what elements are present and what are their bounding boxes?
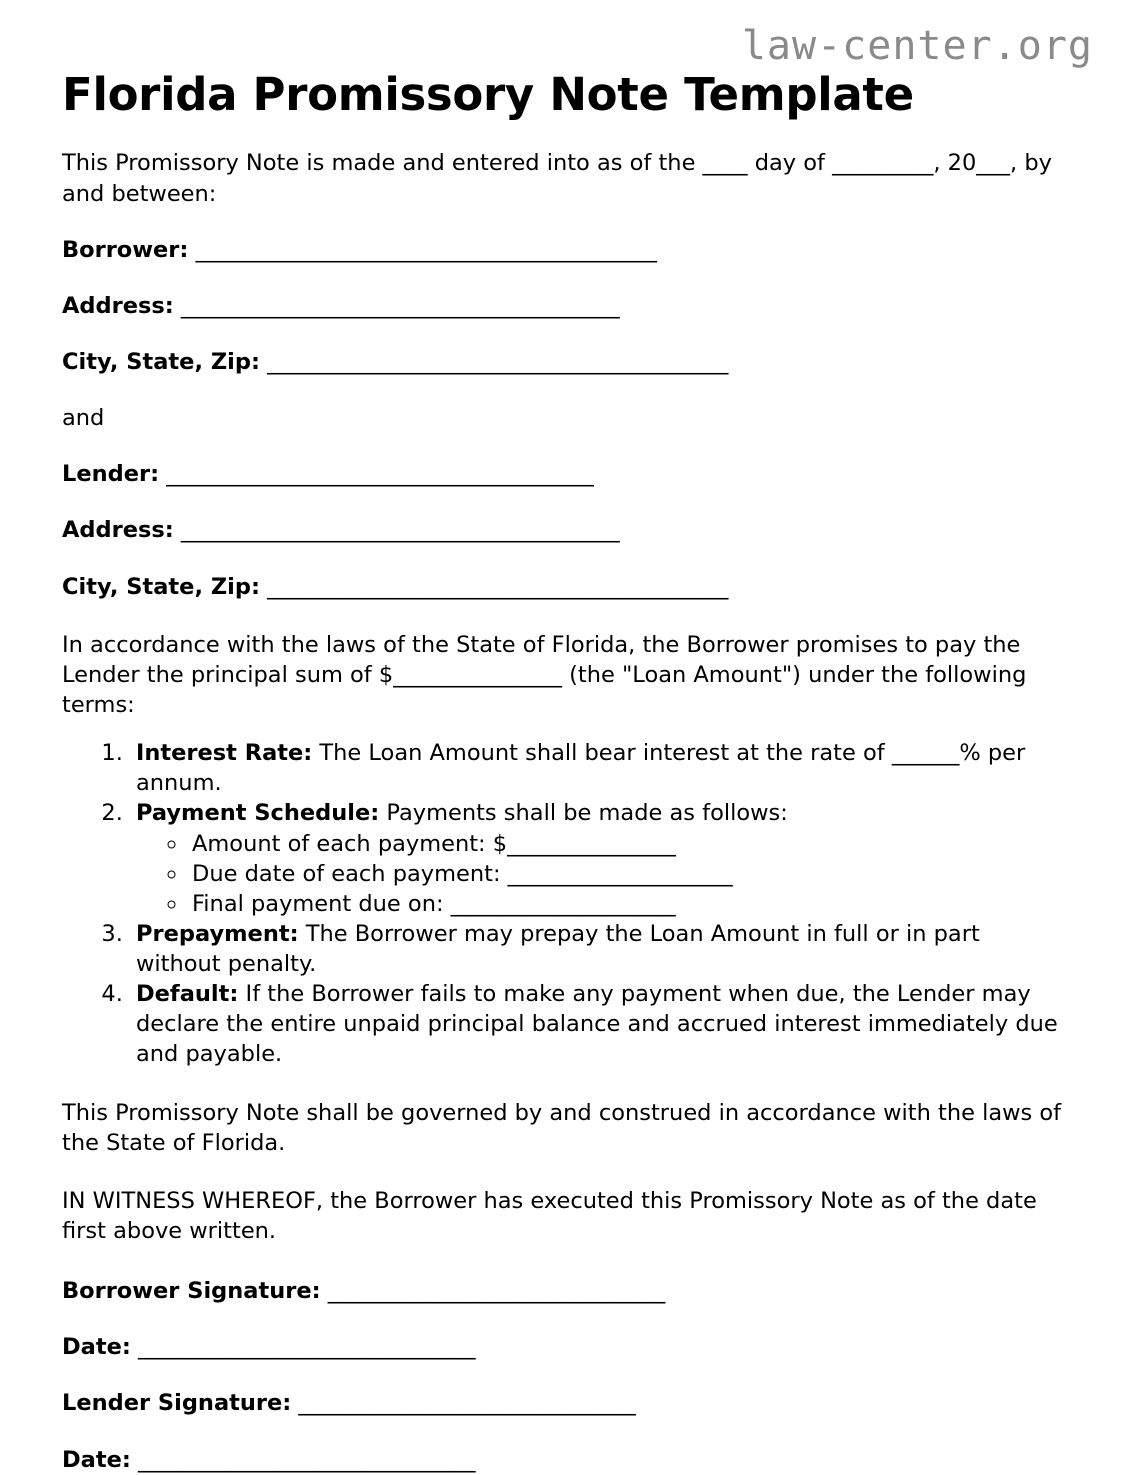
field-lender-date [62, 1419, 1071, 1475]
field-label: Lender: [62, 461, 160, 488]
field-blank[interactable]: ______________________________ [138, 1334, 476, 1361]
governing-law-paragraph: This Promissory Note shall be governed by and construed in accordance with the laws of the State of Florida. [62, 1099, 1062, 1156]
field-borrower-date [62, 1306, 1071, 1362]
field-blank[interactable]: _______________________________________ [180, 292, 620, 319]
field-borrower-city-state-zip [62, 321, 1071, 377]
term-payment-schedule [130, 798, 1071, 919]
term-interest-rate [130, 738, 1071, 798]
payment-schedule-sublist [136, 829, 1071, 919]
lender-field-group [62, 433, 1071, 601]
field-blank[interactable]: _________________________________________ [267, 573, 729, 600]
field-blank[interactable]: ______________________________ [327, 1278, 666, 1305]
field-label: Date: [62, 1334, 131, 1361]
term-body: The Loan Amount shall bear interest at the rate of ______% per annum. [136, 740, 1026, 797]
term-title: Prepayment: [136, 920, 299, 947]
subterm-final-payment-due-on: ◦ Final payment due on: ____________________ [188, 889, 1071, 919]
field-label: Address: [62, 517, 174, 544]
field-borrower [62, 209, 1071, 265]
terms-list [62, 720, 1071, 1070]
field-label: Lender Signature: [62, 1390, 292, 1417]
field-borrower-signature [62, 1250, 1071, 1306]
subterm-due-date-of-each-payment: ◦ Due date of each payment: ____________________ [188, 859, 1071, 889]
field-label: City, State, Zip: [62, 348, 260, 375]
field-lender-address [62, 489, 1071, 545]
field-label: Borrower Signature: [62, 1278, 321, 1305]
connector-and: and [62, 405, 105, 432]
field-blank[interactable]: _________________________________________ [267, 348, 729, 375]
signature-block [62, 1246, 1071, 1475]
field-borrower-address [62, 265, 1071, 321]
term-body: The Borrower may prepay the Loan Amount in full or in part without penalty. [136, 920, 980, 978]
field-label: Address: [62, 292, 174, 319]
page-title: Florida Promissory Note Template [62, 68, 914, 121]
site-watermark: law-center.org [741, 23, 1093, 69]
term-prepayment [130, 919, 1071, 979]
term-default [130, 979, 1071, 1069]
field-lender [62, 433, 1071, 489]
term-title: Default: [136, 981, 239, 1008]
witness-paragraph: IN WITNESS WHEREOF, the Borrower has executed this Promissory Note as of the date first above written. [62, 1187, 1037, 1245]
borrower-field-group [62, 209, 1071, 377]
field-blank[interactable]: ______________________________________ [166, 461, 594, 488]
term-body: Payments shall be made as follows: [379, 800, 788, 827]
field-blank[interactable]: ______________________________ [298, 1390, 636, 1417]
principal-sum-paragraph: In accordance with the laws of the State of Florida, the Borrower promises to pay the Lender the principal sum of $_______________ (the "Loan Amount") under the following terms: [62, 631, 1027, 718]
field-lender-signature [62, 1362, 1071, 1418]
field-lender-city-state-zip [62, 546, 1071, 602]
field-blank[interactable]: _________________________________________ [195, 236, 657, 263]
field-blank[interactable]: _______________________________________ [180, 517, 620, 544]
term-title: Interest Rate: [136, 740, 313, 767]
intro-paragraph: This Promissory Note is made and entered into as of the ____ day of _________, 20___, by and between: [62, 150, 1052, 207]
field-label: City, State, Zip: [62, 573, 260, 600]
term-body: If the Borrower fails to make any payment when due, the Lender may declare the entire unpaid principal balance and accrued interest immediately due and payable. [136, 981, 1058, 1068]
subterm-amount-of-each-payment: ◦ Amount of each payment: $_______________ [188, 829, 1071, 859]
field-label: Date: [62, 1446, 131, 1473]
field-label: Borrower: [62, 236, 189, 263]
term-title: Payment Schedule: [136, 800, 380, 827]
field-blank[interactable]: ______________________________ [138, 1446, 476, 1473]
